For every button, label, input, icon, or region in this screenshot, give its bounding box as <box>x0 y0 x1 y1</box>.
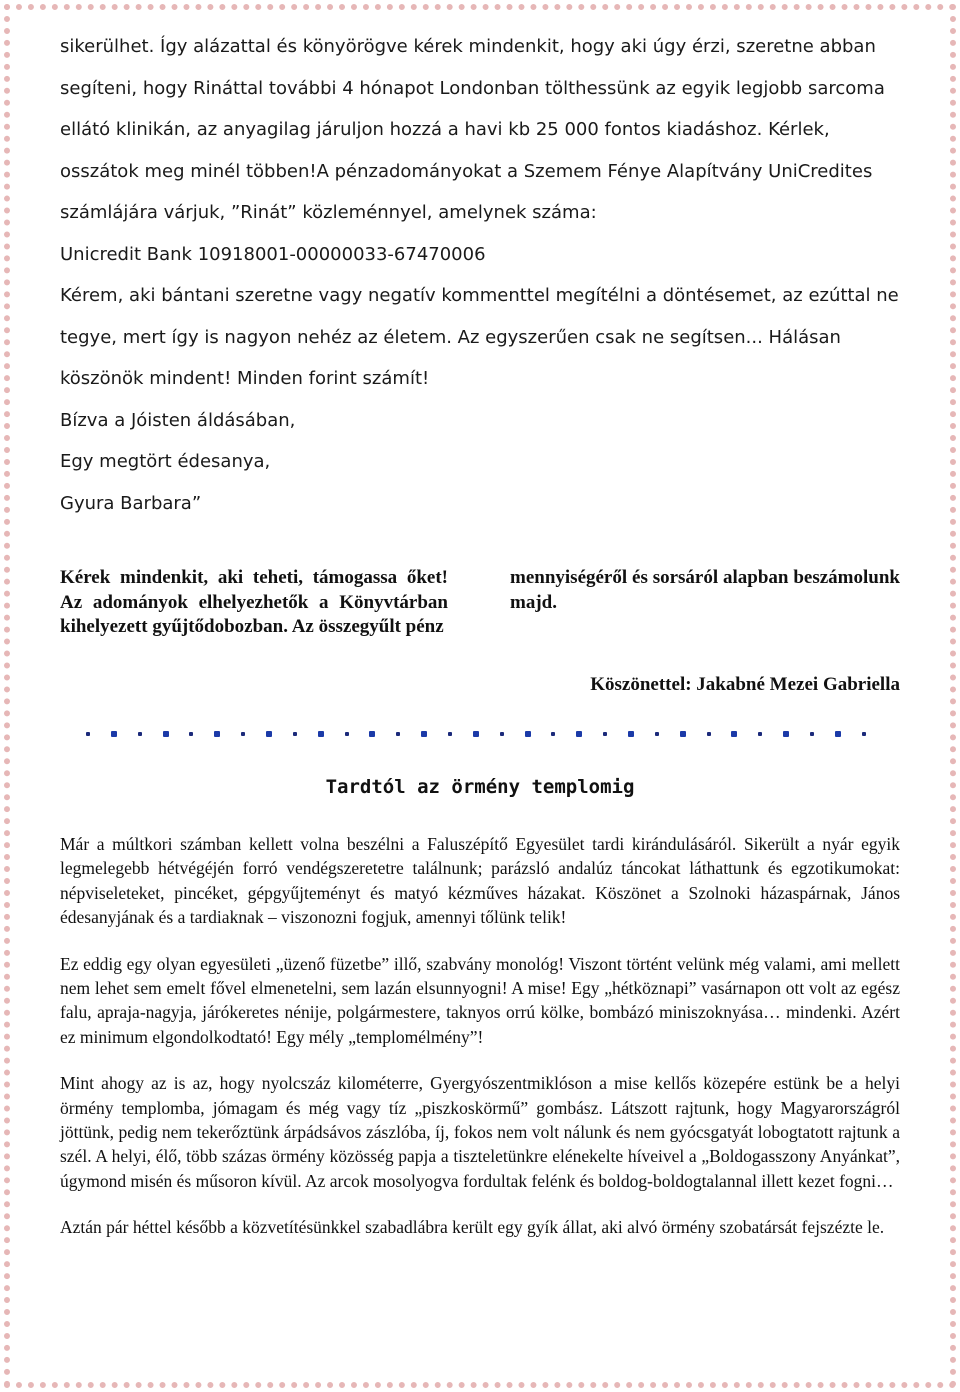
divider-dot <box>862 732 866 736</box>
divider-dot <box>680 731 686 737</box>
notice-thanks: Köszönettel: Jakabné Mezei Gabriella <box>590 674 900 695</box>
divider-dot <box>551 732 555 736</box>
appeal-paragraph-2: Kérem, aki bántani szeretne vagy negatív kommenttel megítélni a döntésemet, az ezúttal ne tegye, mert így is nagyon nehéz az életem. Az egyszerűen csak ne segítsen... Hálásan köszönök mindent! Minden forint számít! <box>60 285 899 389</box>
article-paragraph: Ez eddig egy olyan egyesületi „üzenő füzetbe” illő, szabvány monológ! Viszont történt velünk még valami, ami mellett nem lehet sem emelt fővel elmenetelni, sem lazán elsunnyogni! A mise! Egy „hétköznapi” vasárnapon ott volt az egész falu, apraja-nagyja, járókeretes nénije, polgármestere, taknyos orrú kölke, bombázó miniszoknyása… mindenki. Azért ez minimum elgondolkodtató! Egy mély „templomélmény”! <box>60 953 900 1047</box>
divider-dot <box>707 732 711 736</box>
article-paragraph: Aztán pár héttel később a közvetítésünkkel szabadlábra került egy gyík állat, aki alvó örmény szobatársát fejszézte le. <box>60 1217 885 1238</box>
divider-dot <box>628 731 634 737</box>
article-paragraph: Már a múltkori számban kellett volna beszélni a Faluszépítő Egyesület tardi kirándulásáról. Sikerült a nyár egyik legmelegebb hétvégéjén forró vendégszeretetre találnunk; parázsló andalúz táncokat láthattunk és egzotikumokat: népviseleteket, pincéket, gépgyűjteményt és matyó kézműves házakat. Köszönet a Szolnoki házaspárnak, János édesanyjának és a tardiaknak – viszonozni fogjuk, amennyi tőlünk telik! <box>60 834 900 928</box>
divider-dot <box>318 731 324 737</box>
divider-dot <box>163 731 169 737</box>
divider-dot <box>835 731 841 737</box>
divider-dot <box>525 731 531 737</box>
divider-dot <box>448 732 452 736</box>
divider-dot <box>86 732 90 736</box>
divider-dot <box>810 732 814 736</box>
divider-dot <box>241 732 245 736</box>
divider-dot <box>500 732 504 736</box>
divider-dot <box>138 732 142 736</box>
divider-dot <box>731 731 737 737</box>
section-divider <box>86 728 866 740</box>
divider-dot <box>111 731 117 737</box>
appeal-paragraph-1: sikerülhet. Így alázattal és könyörögve kérek mindenkit, hogy aki úgy érzi, szeretne abban segíteni, hogy Rináttal további 4 hónapot Londonban tölthessünk az egyik legjobb sarcoma ellátó klinikán, az anyagilag járuljon hozzá a havi kb 25 000 fontos kiadáshoz. Kérlek, osszátok meg minél többen!A pénzadományokat a Szemem Fénye Alapítvány UniCredites számlájára várjuk, ”Rinát” közleménnyel, amelynek száma: <box>60 36 885 223</box>
divider-dot <box>783 731 789 737</box>
article-title: Tardtól az örmény templomig <box>325 776 635 798</box>
divider-dot <box>396 732 400 736</box>
donation-appeal <box>60 26 900 524</box>
divider-dot <box>266 731 272 737</box>
divider-dot <box>473 731 479 737</box>
divider-dot <box>576 731 582 737</box>
notice-right-column: mennyiségéről és sorsáról alapban beszámolunk majd. <box>510 567 900 613</box>
article-paragraph: Mint ahogy az is az, hogy nyolcszáz kilométerre, Gyergyószentmiklóson a mise kellős közepére estünk be a helyi örmény templomba, jómagam és még vagy tíz „piszkoskörmű” gombász. Látszott rajtunk, hogy Magyarországról jöttünk, pedig nem tekerőztünk árpádsávos zászlóba, íj, fokos nem volt nálunk és nem gyócsgatyát lobogtatott rajtunk a szél. A helyi, élő, több százas örmény közösség papja a tiszteletünkre elénekelte híveivel a „Boldogasszony Anyánkat”, úgymond misén és műsoron kívül. Az arcok mosolyogva fordultak felénk és boldog-boldogtalannal illett kezet fogni… <box>60 1073 900 1191</box>
closing-line-2: Egy megtört édesanya, <box>60 451 271 472</box>
notice-left-column: Kérek mindenkit, aki teheti, támogassa őket! Az adományok elhelyezhetők a Könyvtárban kihelyezett gyűjtődobozban. Az összegyűlt pénz <box>60 567 448 637</box>
divider-dot <box>603 732 607 736</box>
divider-dot <box>758 732 762 736</box>
divider-dot <box>345 732 349 736</box>
divider-dot <box>293 732 297 736</box>
divider-dot <box>189 732 193 736</box>
divider-dot <box>421 731 427 737</box>
bank-account-line: Unicredit Bank 10918001-00000033-67470006 <box>60 243 486 265</box>
signature: Gyura Barbara” <box>60 492 202 514</box>
closing-line-1: Bízva a Jóisten áldásában, <box>60 409 296 431</box>
divider-dot <box>369 731 375 737</box>
divider-dot <box>655 732 659 736</box>
divider-dot <box>214 731 220 737</box>
article-body <box>60 832 900 1262</box>
